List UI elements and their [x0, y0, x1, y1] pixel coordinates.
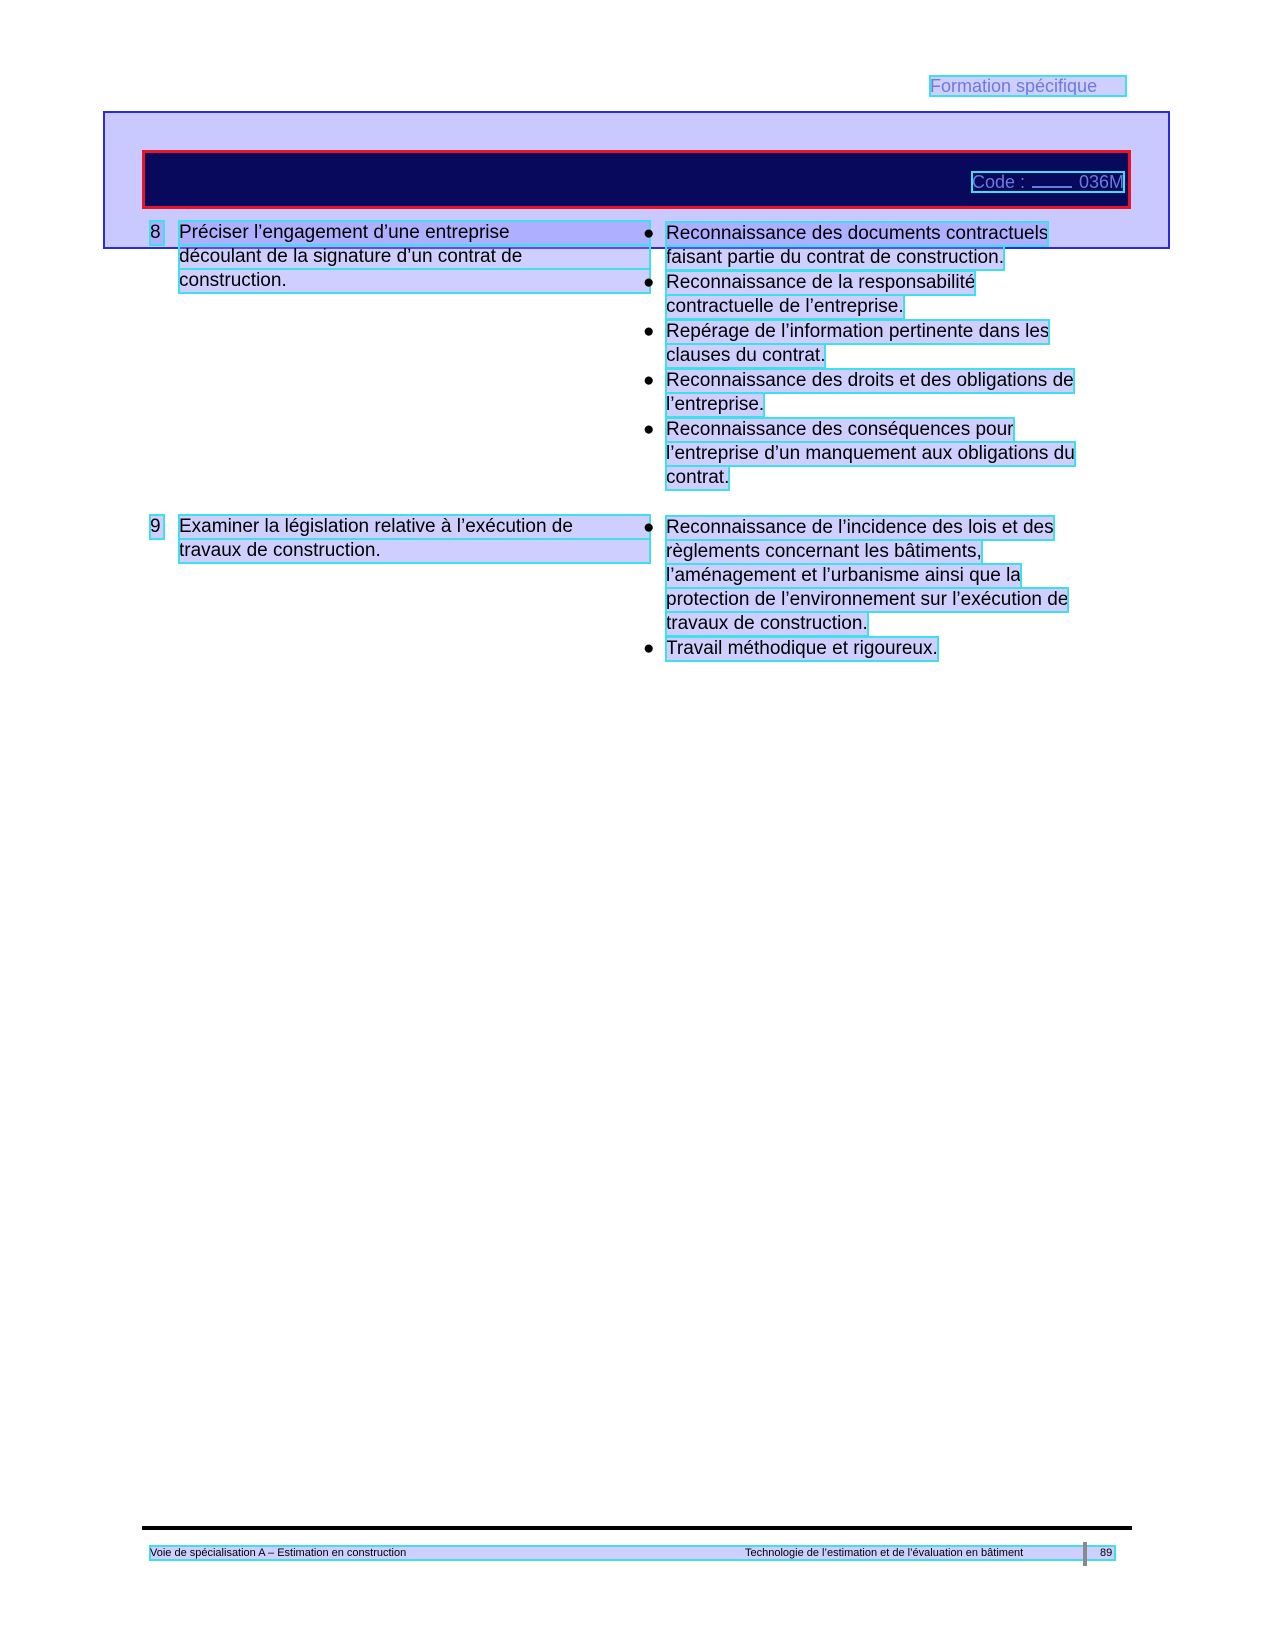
footer-right-text: Technologie de l’estimation et de l’évaluation en bâtiment	[745, 1547, 1024, 1559]
objective-number: 8	[150, 221, 164, 245]
criterion-item	[643, 369, 1113, 417]
objective-line: découlant de la signature d’un contrat de	[179, 245, 650, 269]
criterion-line: règlements concernant les bâtiments,	[666, 541, 982, 562]
code-label: Code :	[972, 172, 1026, 192]
objective-number: 9	[150, 515, 164, 539]
criterion-line: faisant partie du contrat de construction.	[666, 247, 1004, 268]
objective-line: Préciser l’engagement d’une entreprise	[179, 221, 650, 245]
criterion-line: Reconnaissance des conséquences pour	[666, 419, 1014, 440]
criteria-list	[643, 222, 1113, 491]
criterion-line: Reconnaissance des documents contractuels	[666, 223, 1049, 244]
bullet-icon: ●	[643, 223, 655, 244]
criterion-line: travaux de construction.	[666, 613, 868, 634]
bullet-icon: ●	[643, 321, 655, 342]
criterion-line: l’aménagement et l’urbanisme ainsi que la	[666, 565, 1021, 586]
objective-line: travaux de construction.	[179, 539, 650, 563]
objective-line: Examiner la législation relative à l’exécution de	[179, 515, 650, 539]
bullet-icon: ●	[643, 638, 655, 659]
criterion-line: l’entreprise.	[666, 394, 765, 415]
code-bar	[142, 150, 1131, 209]
criterion-line: Reconnaissance des droits et des obligations de	[666, 370, 1074, 391]
code-value: 036M	[1078, 172, 1124, 192]
page-number-divider	[1083, 1542, 1087, 1566]
bullet-icon: ●	[643, 272, 655, 293]
criterion-item	[643, 271, 1113, 319]
criterion-item	[643, 418, 1113, 490]
course-code	[972, 172, 1124, 192]
criterion-line: Travail méthodique et rigoureux.	[666, 638, 938, 659]
criterion-item	[643, 516, 1113, 636]
criterion-line: Reconnaissance de l’incidence des lois et des	[666, 517, 1054, 538]
criterion-item	[643, 222, 1113, 270]
bullet-icon: ●	[643, 419, 655, 440]
bullet-icon: ●	[643, 370, 655, 391]
bullet-icon: ●	[643, 517, 655, 538]
criterion-line: l’entreprise d’un manquement aux obligations du	[666, 443, 1075, 464]
footer-left-text: Voie de spécialisation A – Estimation en construction	[150, 1547, 407, 1559]
criterion-line: Repérage de l’information pertinente dans les	[666, 321, 1050, 342]
footer-rule	[142, 1526, 1132, 1530]
page-footer	[150, 1546, 1115, 1560]
section-title: Formation spécifique	[930, 76, 1126, 96]
criterion-line: contractuelle de l’entreprise.	[666, 296, 904, 317]
criterion-line: clauses du contrat.	[666, 345, 826, 366]
criterion-line: contrat.	[666, 467, 730, 488]
criterion-line: protection de l’environnement sur l’exécution de	[666, 589, 1069, 610]
code-separator	[1032, 172, 1072, 188]
criterion-item	[643, 320, 1113, 368]
objective-item	[150, 221, 650, 293]
criterion-line: Reconnaissance de la responsabilité	[666, 272, 976, 293]
criteria-list	[643, 516, 1113, 662]
page-number: 89	[1100, 1547, 1113, 1559]
criterion-item	[643, 637, 1113, 661]
objective-item	[150, 515, 650, 563]
objective-line: construction.	[179, 269, 650, 293]
